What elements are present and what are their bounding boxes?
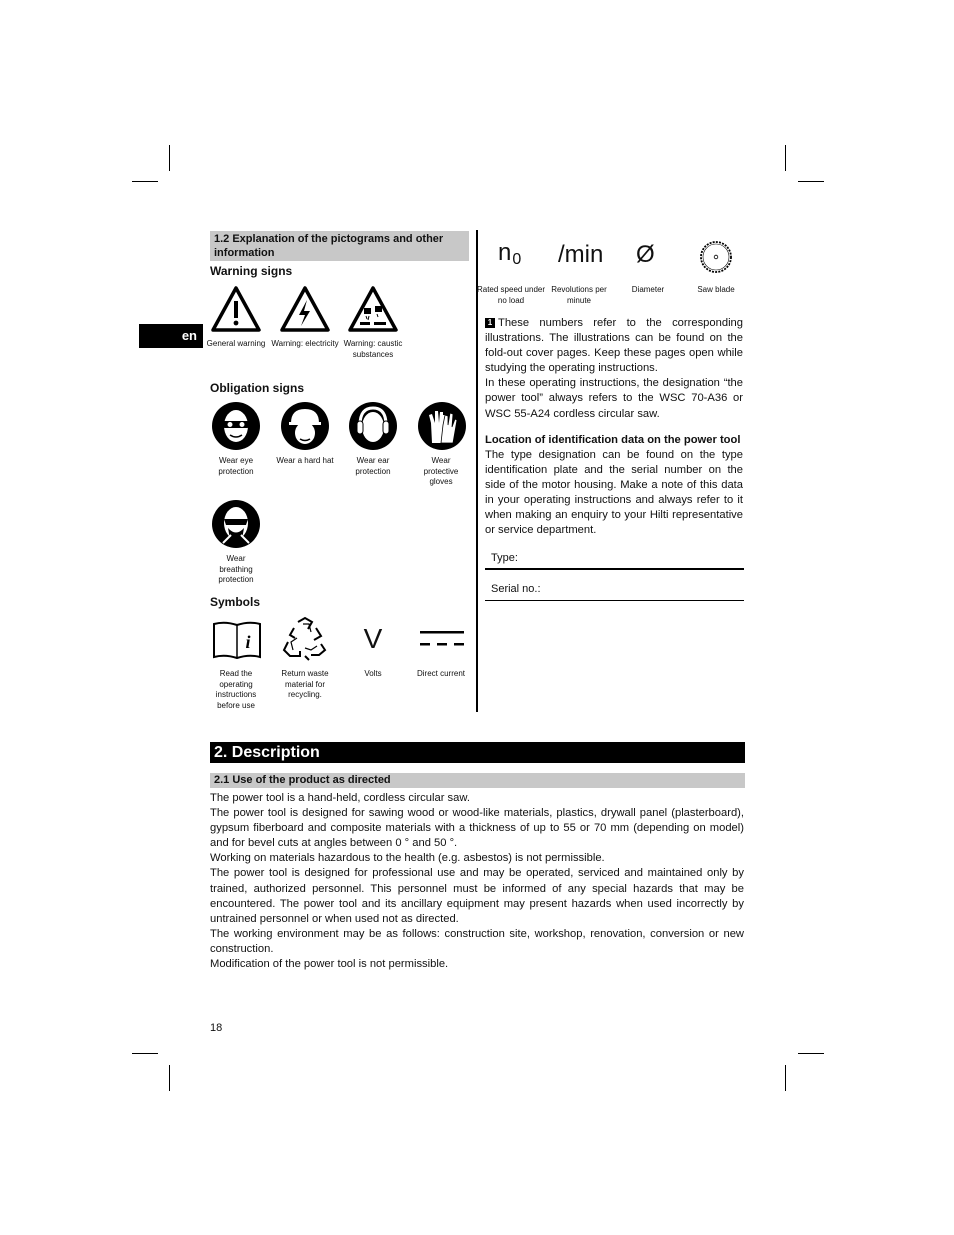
section-2-title: 2. Description: [214, 744, 320, 761]
symbol-caption: Volts: [364, 669, 382, 678]
warning-caption: Warning: caustic substances: [343, 339, 403, 359]
section-2-body: [210, 791, 744, 972]
general-warning-icon: [210, 284, 262, 334]
crop-mark: [785, 145, 786, 171]
type-field-label: Type:: [491, 552, 518, 564]
body-paragraph: Working on materials hazardous to the health (e.g. asbestos) is not permissible.: [210, 852, 605, 865]
designation-paragraph: In these operating instructions, the designation “the power tool” always refers to the WSC 70-A36 or WSC 55-A24 cordless circular saw.: [485, 377, 743, 420]
crop-mark: [798, 1053, 824, 1054]
breathing-protection-icon: [211, 499, 261, 549]
warning-signs-title: Warning signs: [210, 264, 293, 278]
body-paragraph: The power tool is designed for professional use and may be operated, serviced and maintained only by trained, authorized personnel. This personnel must be informed of any special hazards that may be encountered. The power tool and its ancillary equipment may present hazards when used incorrectly by untrained personnel or when used not as directed.: [210, 867, 744, 925]
obligation-signs-title: Obligation signs: [210, 381, 305, 395]
symbols-title: Symbols: [210, 595, 261, 609]
crop-mark: [132, 1053, 158, 1054]
section-1-2-heading: [210, 231, 469, 261]
crop-mark: [132, 181, 158, 182]
location-heading: Location of identification data on the power tool: [485, 433, 741, 446]
location-paragraph: The type designation can be found on the type identification plate and the serial number on the side of the motor housing. Make a note of this data in your operating instructions and always refer to it when making an enquiry to your Hilti representative or service department.: [485, 448, 743, 537]
rated-speed-glyph: n: [498, 239, 512, 266]
body-paragraph: The power tool is a hand-held, cordless circular saw.: [210, 792, 470, 804]
right-symbol-caption: Revolutions per minute: [551, 285, 607, 305]
section-2-1-heading-text: 2.1 Use of the product as directed: [214, 774, 391, 786]
obligation-caption: Wear a hard hat: [276, 456, 334, 465]
serial-field-line[interactable]: [485, 600, 744, 601]
per-minute-glyph: /min: [558, 241, 604, 268]
crop-mark: [785, 1065, 786, 1091]
obligation-caption: Wear breathing protection: [218, 554, 254, 584]
right-symbol-caption: Diameter: [631, 285, 665, 294]
volts-icon: [358, 622, 388, 656]
language-tab-label: en: [181, 328, 197, 343]
warning-caption: General warning: [206, 339, 266, 348]
rated-speed-icon: [498, 238, 521, 271]
recycle-icon: [281, 616, 329, 662]
figure-reference-paragraph: [485, 316, 743, 376]
figure-reference-text: These numbers refer to the corresponding illustrations. The illustrations can be found on the fold-out cover pages. Keep these pages open while studying the operating instructions.: [485, 317, 743, 375]
obligation-caption: Wear ear protection: [355, 456, 391, 476]
obligation-caption: Wear protective gloves: [423, 456, 459, 486]
serial-field-label: Serial no.:: [491, 583, 541, 595]
hard-hat-icon: [280, 401, 330, 451]
electricity-warning-icon: [279, 284, 331, 334]
rated-speed-subscript: 0: [512, 251, 522, 268]
body-paragraph: The power tool is designed for sawing wood or wood-like materials, plastics, drywall panel (plasterboard), gypsum fiberboard and composite materials with a thickness of up to 55 or 70 mm (depending on model) and for bevel cuts at angles between 0 ° and 50 °.: [210, 807, 744, 850]
section-1-2-heading-label: 1.2 Explanation of the pictograms and other information: [214, 233, 444, 259]
manual-icon: [211, 620, 263, 660]
section-2-1-heading: [210, 773, 745, 788]
caustic-warning-icon: [347, 284, 399, 334]
type-field-line[interactable]: [485, 568, 744, 570]
saw-blade-icon: [699, 240, 733, 274]
right-symbol-caption: Rated speed under no load: [476, 285, 546, 305]
symbol-caption: Return waste material for recycling.: [281, 669, 329, 699]
right-column-text: [485, 316, 743, 538]
crop-mark: [169, 145, 170, 171]
warning-caption: Warning: electricity: [271, 339, 339, 348]
volts-glyph: V: [363, 623, 383, 654]
symbol-caption: Direct current: [416, 669, 465, 678]
direct-current-icon: [420, 628, 464, 650]
symbol-caption: Read the operating instructions before use: [215, 669, 257, 710]
diameter-icon: [636, 240, 655, 270]
language-tab: [139, 324, 203, 348]
crop-mark: [169, 1065, 170, 1091]
eye-protection-icon: [211, 401, 261, 451]
gloves-icon: [417, 401, 467, 451]
right-symbol-caption: Saw blade: [697, 285, 735, 294]
svg-text:i: i: [245, 632, 251, 652]
page-number: 18: [210, 1022, 223, 1034]
crop-mark: [798, 181, 824, 182]
section-1-2-heading-text: [214, 232, 469, 260]
figure-ref-badge: 1: [485, 318, 495, 328]
ear-protection-icon: [348, 401, 398, 451]
diameter-glyph: Ø: [636, 241, 655, 268]
obligation-caption: Wear eye protection: [218, 456, 254, 476]
section-2-title-bar: [210, 742, 745, 763]
body-paragraph: The working environment may be as follows: construction site, workshop, renovation, conversion or new construction.: [210, 927, 744, 955]
body-paragraph: Modification of the power tool is not permissible.: [210, 958, 449, 971]
per-minute-icon: [558, 240, 603, 270]
